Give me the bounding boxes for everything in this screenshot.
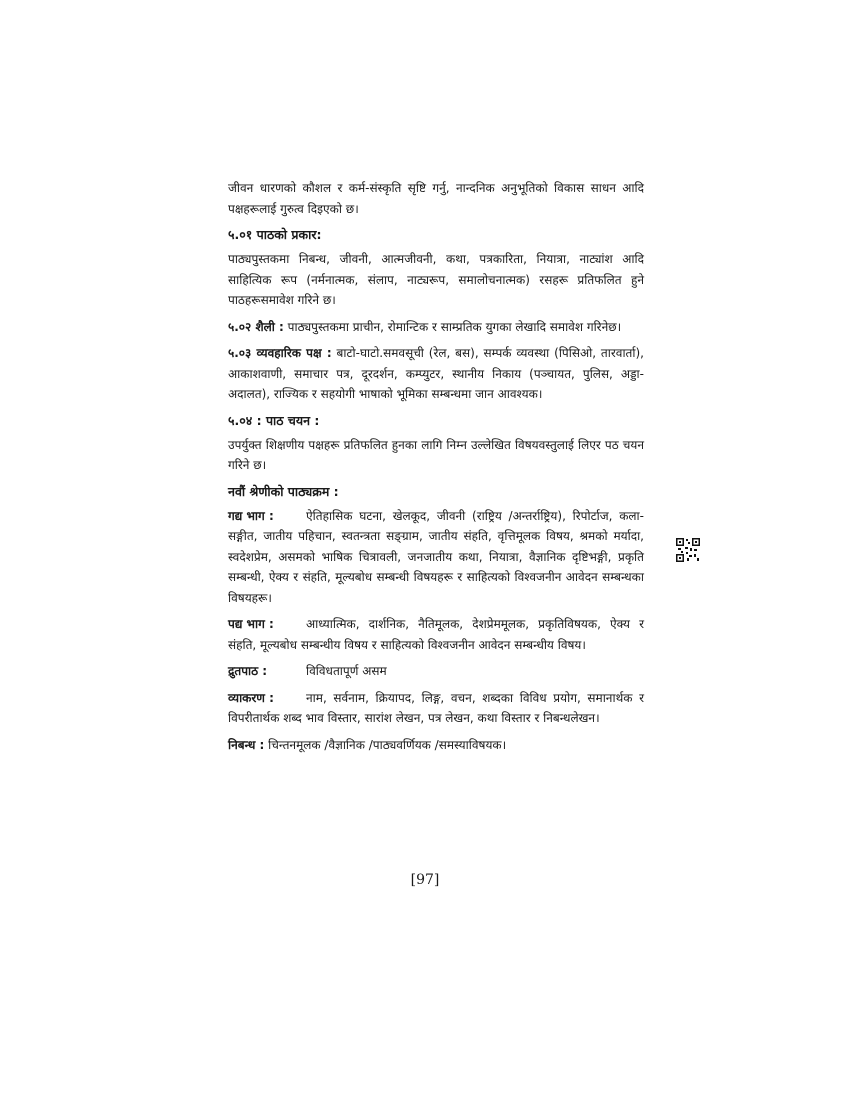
section-body-style: पाठ्यपुस्तकमा प्राचीन, रोमान्टिक र साम्प्रतिक युगका लेखादि समावेश गरिनेछ। (287, 319, 622, 334)
grammar-label: व्याकरण : (228, 690, 274, 705)
section-body-lesson-type: पाठ्यपुस्तकमा निबन्ध, जीवनी, आत्मजीवनी, कथा, पत्रकारिता, नियात्रा, नाट्यांश आदि साहित्यिक रूप (नर्मनात्मक, संलाप, नाट्यरूप, समालोचनात्मक) रसहरू प्रतिफलित हुने पाठहरूसमावेश गरिने छ। (228, 252, 644, 307)
section-style (228, 317, 644, 338)
rapid-reading-label: द्रुतपाठ : (228, 664, 268, 678)
essay-label: निबन्ध : (228, 737, 265, 752)
poetry-label: पद्य भाग : (228, 617, 274, 631)
prose-label: गद्य भाग : (228, 508, 274, 523)
grammar-section (228, 688, 644, 729)
rapid-reading-section (228, 661, 644, 682)
poetry-section (228, 614, 644, 655)
section-heading-selection: ५.०४ : पाठ चयन : (228, 412, 320, 428)
section-practical (228, 343, 644, 405)
section-heading-practical: ५.०३ व्यवहारिक पक्ष : (228, 346, 332, 360)
section-heading-style: ५.०२ शैली : (228, 319, 284, 334)
rapid-reading-body: विविधतापूर्ण असम (306, 664, 387, 678)
poetry-body: आध्यात्मिक, दार्शनिक, नैतिमूलक, देशप्रेममूलक, प्रकृतिविषयक, ऐक्य र संहति, मूल्यबोध सम्बन्धीय विषय र साहित्यको विश्वजनीन आवेदन सम्बन्धीय विषय। (228, 617, 644, 652)
prose-section (228, 506, 644, 609)
section-heading-lesson-type: ५.०१ पाठको प्रकार: (228, 227, 322, 242)
essay-section (228, 735, 644, 756)
prose-body: ऐतिहासिक घटना, खेलकूद, जीवनी (राष्ट्रिय /अन्तर्राष्ट्रिय), रिपोर्टाज, कला-सङ्गीत, जातीय पहिचान, स्वतन्त्रता सङ्ग्राम, जातीय संहति, वृत्तिमूलक विषय, श्रमको मर्यादा, स्वदेशप्रेम, असमको भाषिक चित्रावली, जनजातीय कथा, नियात्रा, वैज्ञानिक दृष्टिभङ्गी, प्रकृति सम्बन्धी, ऐक्य र संहति, मूल्यबोध सम्बन्धी विषयहरू र साहित्यको विश्वजनीन आवेदन सम्बन्धका विषयहरू। (228, 508, 644, 605)
syllabus-heading: नवौं श्रेणीको पाठ्यक्रम : (228, 483, 339, 499)
section-body-selection: उपर्युक्त शिक्षणीय पक्षहरू प्रतिफलित हुनका लागि निम्न उल्लेखित विषयवस्तुलाई लिएर पठ चयन गरिने छ। (228, 437, 644, 472)
essay-body: चिन्तनमूलक /वैज्ञानिक /पाठ्यवर्णियक /समस्याविषयक। (268, 737, 507, 752)
page-number: [97] (410, 872, 440, 888)
grammar-body: नाम, सर्वनाम, क्रियापद, लिङ्ग, वचन, शब्दका विविध प्रयोग, समानार्थक र विपरीतार्थक शब्द भाव विस्तार, सारांश लेखन, पत्र लेखन, कथा विस्तार र निबन्धलेखन। (228, 690, 644, 725)
document-body (228, 178, 644, 761)
intro-paragraph: जीवन धारणको कौशल र कर्म-संस्कृति सृष्टि गर्नु, नान्दनिक अनुभूतिको विकास साधन आदि पक्षहरूलाई गुरुत्व दिइएको छ। (228, 181, 644, 216)
qr-code-icon (676, 538, 700, 562)
section-body-practical: बाटो-घाटो.समवसूची (रेल, बस), सम्पर्क व्यवस्था (पिसिओ, तारवार्ता), आकाशवाणी, समाचार पत्र, दूरदर्शन, कम्प्युटर, स्थानीय निकाय (पञ्चायत, पुलिस, अड्डा-अदालत), राज्यिक र सहयोगी भाषाको भूमिका सम्बन्धमा जान आवश्यक। (228, 346, 644, 401)
